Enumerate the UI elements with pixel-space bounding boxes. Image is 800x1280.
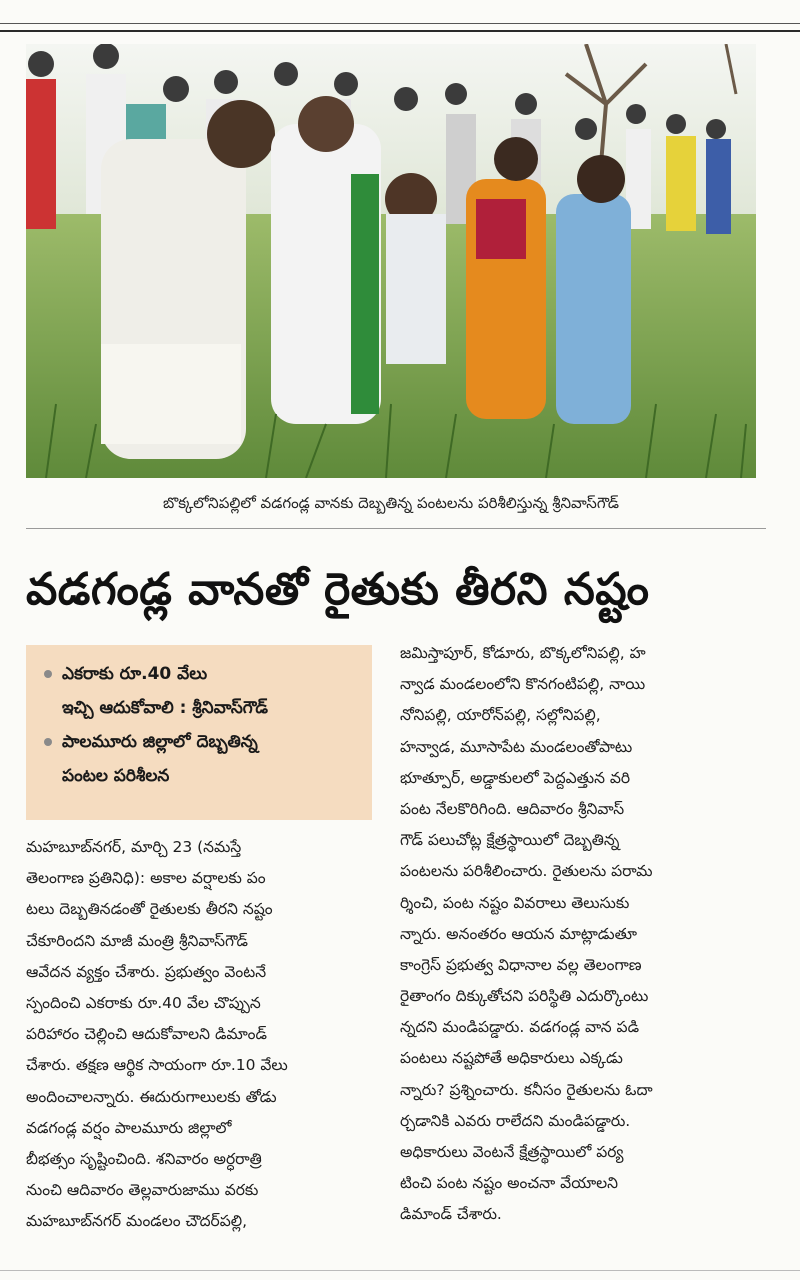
news-photo [26,44,756,478]
body-line: ర్శించి, పంట నష్టం వివరాలు తెలుసుకు [400,893,630,912]
highlight-line: ఎకరాకు రూ.40 వేలు [62,664,208,684]
body-line: పంటలు నష్టపోతే అధికారులు ఎక్కడు [400,1049,623,1068]
body-line: భూత్పూర్‌, అడ్డాకులలో పెద్దఎత్తున వరి [400,768,631,787]
body-line: రైతాంగం దిక్కుతోచని పరిస్థితి ఎదుర్కొంటు [400,987,649,1006]
body-line: మహబూబ్‌నగర్‌ మండలం చౌదర్‌పల్లి, [26,1212,248,1231]
masthead-strip [0,0,800,32]
body-line: న్నారు. అనంతరం ఆయన మాట్లాడుతూ [400,924,638,943]
bottom-rule [0,1270,800,1271]
body-line: నుంచి ఆదివారం తెల్లవారుజాము వరకు [26,1181,259,1200]
highlights-box [26,645,372,820]
body-line: టించి పంట నష్టం అంచనా వేయాలని [400,1174,618,1193]
body-line: పంట నేలకొరిగింది. ఆదివారం శ్రీనివాస్‌ [400,799,625,818]
body-line: గౌడ్‌ పలుచోట్ల క్షేత్రస్థాయిలో దెబ్బతిన్న [400,831,620,850]
body-line: చేకూరిందని మాజీ మంత్రి శ్రీనివాస్‌గౌడ్‌ [26,931,248,950]
body-line: డిమాండ్‌ చేశారు. [400,1205,502,1224]
body-line: కాంగ్రెస్‌ ప్రభుత్వ విధానాల వల్ల తెలంగాణ [400,955,642,974]
body-line: వడగండ్ల వర్షం పాలమూరు జిల్లాలో [26,1118,232,1137]
highlight-item [40,657,364,725]
masthead-rule [0,23,800,24]
body-line: న్నారు? ప్రశ్నించారు. కనీసం రైతులను ఓదా [400,1080,653,1099]
highlight-item [40,725,364,793]
body-line: ఆవేదన వ్యక్తం చేశారు. ప్రభుత్వం వెంటనే [26,962,267,981]
body-line: స్పందించి ఎకరాకు రూ.40 వేల చొప్పున [26,993,261,1012]
bullet-icon [44,738,52,746]
body-line: టలు దెబ్బతినడంతో రైతులకు తీరని నష్టం [26,900,273,919]
highlight-line: పంటల పరిశీలన [62,766,170,786]
highlight-line: పాలమూరు జిల్లాలో దెబ్బతిన్న [62,732,258,752]
body-column-right [400,638,766,1231]
crop-damage-field-photo [26,44,756,478]
body-line: జమిస్తాపూర్‌, కోడూరు, బొక్కలోనిపల్లి, హ [400,644,646,662]
headline: వడగండ్ల వానతో రైతుకు తీరని నష్టం [26,564,650,615]
body-line: అందించాలన్నారు. ఈదురుగాలులకు తోడు [26,1087,277,1106]
body-line: పంటలను పరిశీలించారు. రైతులను పరామ [400,862,653,881]
body-line: నోనిపల్లి, యారోన్‌పల్లి, సల్లోనిపల్లి, [400,706,601,725]
body-line: న్వాడ మండలంలోని కొనగంటిపల్లి, నాయి [400,675,646,694]
body-line: హన్వాడ, మూసాపేట మండలంతోపాటు [400,737,633,756]
body-line: తెలంగాణ ప్రతినిధి): అకాల వర్షాలకు పం [26,869,266,888]
body-line: న్నదని మండిపడ్డారు. వడగండ్ల వాన పడి [400,1018,640,1037]
body-line: ర్చడానికి ఎవరు రాలేదని మండిపడ్డారు. [400,1111,631,1130]
highlight-line: ఇచ్చి ఆదుకోవాలి : శ్రీనివాస్‌గౌడ్‌ [62,698,268,718]
bullet-icon [44,670,52,678]
photo-caption: బొక్కలోనిపల్లిలో వడగండ్ల వానకు దెబ్బతిన్న పంటలను పరిశీలిస్తున్న శ్రీనివాస్‌గౌడ్‌ [162,494,620,512]
body-line: మహబూబ్‌నగర్‌, మార్చి 23 (నమస్తే [26,838,242,856]
body-line: బీభత్సం సృష్టించింది. శనివారం అర్ధరాత్రి [26,1149,262,1168]
caption-divider [26,528,766,529]
body-line: పరిహారం చెల్లించి ఆదుకోవాలని డిమాండ్‌ [26,1025,267,1044]
body-line: అధికారులు వెంటనే క్షేత్రస్థాయిలో పర్య [400,1143,624,1161]
body-line: చేశారు. తక్షణ ఆర్థిక సాయంగా రూ.10 వేలు [26,1056,288,1075]
body-column-left [26,832,382,1237]
